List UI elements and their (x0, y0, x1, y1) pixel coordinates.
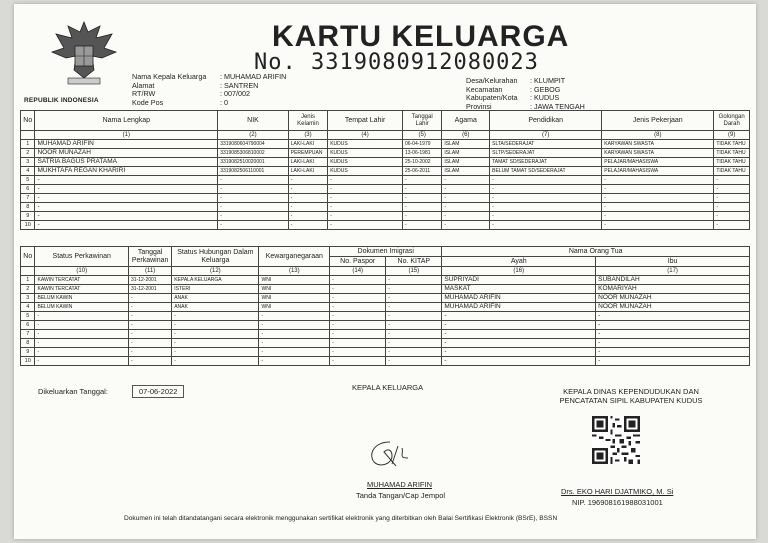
table-cell: - (596, 339, 750, 348)
family-card-document (14, 4, 756, 539)
sub-header: No. Paspor (330, 257, 386, 267)
table-cell: SATRIA BAGUS PRATAMA (35, 158, 218, 167)
table-cell: - (596, 312, 750, 321)
col-header: Pendidikan (490, 111, 602, 131)
table-cell: TIDAK TAHU (714, 149, 750, 158)
table-row (21, 185, 750, 194)
table-cell: MUHAMAD ARIFIN (442, 303, 596, 312)
row-number: 5 (21, 312, 35, 321)
table-cell: - (172, 312, 259, 321)
official-name: Drs. EKO HARI DJATMIKO, M. Si (561, 487, 674, 496)
table-cell: - (330, 303, 386, 312)
table-cell: 06-04-1979 (402, 140, 441, 149)
row-number: 3 (21, 294, 35, 303)
table-cell: - (602, 185, 714, 194)
header-right-fields (466, 77, 585, 111)
table-cell: - (259, 357, 330, 366)
signature-icon (362, 436, 412, 470)
table-cell: KUDUS (328, 149, 403, 158)
family-card-number (254, 50, 539, 75)
table-cell: - (172, 330, 259, 339)
table-cell: - (442, 339, 596, 348)
table-row (21, 158, 750, 167)
table-cell: - (714, 221, 750, 230)
column-number (21, 267, 35, 276)
column-number: (6) (442, 131, 490, 140)
issued-label: Dikeluarkan Tanggal: (38, 387, 108, 396)
row-number: 9 (21, 348, 35, 357)
table-cell: - (288, 194, 327, 203)
table-cell: 31-12-2001 (129, 285, 172, 294)
official-nip: NIP. 196908161988031001 (572, 498, 663, 507)
table-cell: - (259, 312, 330, 321)
table-cell: - (330, 321, 386, 330)
table-cell: - (596, 321, 750, 330)
field-value: : KUDUS (530, 93, 560, 103)
table-cell: WNI (259, 294, 330, 303)
table-cell: - (35, 330, 129, 339)
col-header: Tanggal Perkawinan (129, 247, 172, 267)
field-label: Kabupaten/Kota (466, 93, 518, 103)
table-cell: KUDUS (328, 167, 403, 176)
table-row (21, 149, 750, 158)
table-cell: WNI (259, 303, 330, 312)
row-number: 1 (21, 140, 35, 149)
table-cell: - (35, 321, 129, 330)
col-header: NIK (218, 111, 289, 131)
table-cell: SLTA/SEDERAJAT (490, 140, 602, 149)
table-cell: 31-12-2001 (129, 276, 172, 285)
table-cell: - (172, 339, 259, 348)
field-value: : GEBOG (530, 84, 561, 94)
table-cell: 3319082506110001 (218, 167, 289, 176)
table-cell: - (218, 212, 289, 221)
col-header: Nama Lengkap (35, 111, 218, 131)
col-header: Dokumen Imigrasi (330, 247, 442, 257)
table-cell: - (402, 176, 441, 185)
table-cell: - (402, 221, 441, 230)
table-cell: ANAK (172, 294, 259, 303)
table-row (21, 348, 750, 357)
column-number: (3) (288, 131, 327, 140)
table-cell: - (129, 294, 172, 303)
table-cell: NOOR MUNAZAH (35, 149, 218, 158)
field-label: Provinsi (466, 101, 492, 111)
table-row (21, 140, 750, 149)
table-cell: - (490, 194, 602, 203)
table-cell: - (218, 221, 289, 230)
row-number: 4 (21, 303, 35, 312)
table-cell: - (35, 357, 129, 366)
table-cell: - (328, 221, 403, 230)
table-cell: 3319080604790004 (218, 140, 289, 149)
table-cell: - (386, 303, 442, 312)
column-number: (13) (259, 267, 330, 276)
table-cell: - (442, 203, 490, 212)
table-cell: - (259, 339, 330, 348)
column-number: (2) (218, 131, 289, 140)
field-label: Kecamatan (466, 84, 503, 94)
col-header: Jenis Kelamin (288, 111, 327, 131)
field-label: RT/RW (132, 89, 156, 99)
table-cell: WNI (259, 285, 330, 294)
table-cell: - (259, 348, 330, 357)
col-header: Kewarganegaraan (259, 247, 330, 267)
table-cell: - (35, 339, 129, 348)
signature-caption: Tanda Tangan/Cap Jempol (356, 491, 446, 500)
table-row (21, 203, 750, 212)
table-cell: - (129, 321, 172, 330)
table-cell: - (442, 212, 490, 221)
table-cell: - (218, 194, 289, 203)
table-cell: NOOR MUNAZAH (596, 294, 750, 303)
row-number: 2 (21, 285, 35, 294)
table-cell: - (218, 185, 289, 194)
table-cell: - (288, 221, 327, 230)
table-cell: - (602, 212, 714, 221)
table-cell: - (490, 212, 602, 221)
table-cell: - (330, 285, 386, 294)
table-cell: NOOR MUNAZAH (596, 303, 750, 312)
table-cell: - (596, 330, 750, 339)
table-cell: - (490, 221, 602, 230)
table-cell: - (442, 348, 596, 357)
table-cell: LAKI-LAKI (288, 158, 327, 167)
table-cell: - (714, 176, 750, 185)
column-number: (4) (328, 131, 403, 140)
table-cell: - (490, 203, 602, 212)
country-label: REPUBLIK INDONESIA (24, 97, 99, 104)
header-left-fields (132, 73, 286, 107)
col-header: No (21, 247, 35, 267)
table-cell: ISLAM (442, 158, 490, 167)
column-number: (7) (490, 131, 602, 140)
table-cell: - (402, 212, 441, 221)
table-cell: - (386, 321, 442, 330)
table-cell: - (386, 294, 442, 303)
table-cell: - (330, 312, 386, 321)
table-cell: 13-06-1981 (402, 149, 441, 158)
field-value: : SANTREN (220, 80, 259, 90)
table-cell: - (328, 176, 403, 185)
table-cell: - (330, 294, 386, 303)
col-header: No (21, 111, 35, 131)
row-number: 6 (21, 185, 35, 194)
column-number: (15) (386, 267, 442, 276)
table-cell: ANAK (172, 303, 259, 312)
table-cell: - (602, 221, 714, 230)
number-value: 3319080912080023 (311, 50, 539, 75)
table-cell: - (35, 194, 218, 203)
table-cell: - (172, 321, 259, 330)
field-label: Kode Pos (132, 97, 164, 107)
table-cell: KUDUS (328, 158, 403, 167)
table-cell: KAWIN TERCATAT (35, 276, 129, 285)
table-row (21, 339, 750, 348)
column-number: (5) (402, 131, 441, 140)
field-value: : 0 (220, 97, 228, 107)
table-row (21, 276, 750, 285)
table-cell: 3319085306810002 (218, 149, 289, 158)
table-cell: - (596, 357, 750, 366)
table-cell: KARYAWAN SWASTA (602, 140, 714, 149)
table-row (21, 357, 750, 366)
table-cell: - (386, 339, 442, 348)
table-cell: TIDAK TAHU (714, 167, 750, 176)
field-value: : JAWA TENGAH (530, 101, 585, 111)
table-cell: - (386, 357, 442, 366)
table-cell: SUPRIYADI (442, 276, 596, 285)
table-cell: - (386, 330, 442, 339)
table-cell: - (386, 285, 442, 294)
table-cell: PELAJAR/MAHASISWA (602, 158, 714, 167)
table-cell: KOMARIYAH (596, 285, 750, 294)
table-cell: - (172, 357, 259, 366)
table-cell: ISLAM (442, 149, 490, 158)
table-cell: - (714, 203, 750, 212)
row-number: 4 (21, 167, 35, 176)
row-number: 1 (21, 276, 35, 285)
table-row (21, 330, 750, 339)
column-number: (10) (35, 267, 129, 276)
column-number: (17) (596, 267, 750, 276)
table-cell: - (129, 330, 172, 339)
table-row (21, 294, 750, 303)
table-cell: TIDAK TAHU (714, 140, 750, 149)
table-cell: - (129, 357, 172, 366)
document-title: KARTU KELUARGA (272, 20, 570, 53)
column-number: (1) (35, 131, 218, 140)
table-cell: - (35, 348, 129, 357)
column-number: (9) (714, 131, 750, 140)
row-number: 7 (21, 330, 35, 339)
column-number: (16) (442, 267, 596, 276)
table-cell: - (442, 321, 596, 330)
table-cell: - (288, 212, 327, 221)
family-status-table (20, 246, 750, 366)
table-cell: - (490, 185, 602, 194)
table-cell: MASKAT (442, 285, 596, 294)
row-number: 8 (21, 203, 35, 212)
table-cell: - (259, 330, 330, 339)
table-cell: - (402, 185, 441, 194)
qr-code-icon (592, 416, 640, 464)
table-cell: - (129, 312, 172, 321)
official-title (546, 387, 716, 405)
row-number: 2 (21, 149, 35, 158)
table-cell: - (490, 176, 602, 185)
table-cell: - (35, 312, 129, 321)
table-cell: - (714, 212, 750, 221)
col-header: Nama Orang Tua (442, 247, 750, 257)
table-cell: SLTP/SEDERAJAT (490, 149, 602, 158)
table-cell: - (35, 212, 218, 221)
row-number: 10 (21, 221, 35, 230)
row-number: 9 (21, 212, 35, 221)
table-cell: KEPALA KELUARGA (172, 276, 259, 285)
table-cell: - (602, 176, 714, 185)
table-cell: - (402, 203, 441, 212)
table-cell: - (442, 221, 490, 230)
issued-date-block (38, 387, 184, 396)
table-cell: 25-10-2002 (402, 158, 441, 167)
column-number: (12) (172, 267, 259, 276)
table-cell: - (442, 176, 490, 185)
table-cell: - (442, 194, 490, 203)
column-number: (14) (330, 267, 386, 276)
row-number: 8 (21, 339, 35, 348)
table-cell: - (386, 312, 442, 321)
field-value: : KLUMPIT (530, 76, 566, 85)
table-cell: - (218, 203, 289, 212)
col-header: Status Hubungan Dalam Keluarga (172, 247, 259, 267)
table-cell: PELAJAR/MAHASISWA (602, 167, 714, 176)
table-cell: - (35, 185, 218, 194)
table-cell: - (386, 276, 442, 285)
table-row (21, 221, 750, 230)
table-cell: 3319082510020001 (218, 158, 289, 167)
table-cell: - (172, 348, 259, 357)
table-cell: - (330, 339, 386, 348)
table-cell: ISLAM (442, 140, 490, 149)
table-cell: - (328, 185, 403, 194)
table-cell: LAKI-LAKI (288, 140, 327, 149)
table-cell: - (328, 212, 403, 221)
table-cell: BELUM KAWIN (35, 303, 129, 312)
table-cell: - (129, 303, 172, 312)
field-label: Desa/Kelurahan (466, 76, 518, 85)
table-cell: BELUM TAMAT SD/SEDERAJAT (490, 167, 602, 176)
col-header: Jenis Pekerjaan (602, 111, 714, 131)
field-value: : MUHAMAD ARIFIN (220, 72, 287, 81)
table-cell: - (402, 194, 441, 203)
table-cell: - (330, 357, 386, 366)
col-header: Tempat Lahir (328, 111, 403, 131)
column-number: (11) (129, 267, 172, 276)
table-cell: 25-06-2011 (402, 167, 441, 176)
table-row (21, 167, 750, 176)
sub-header: No. KITAP (386, 257, 442, 267)
table-cell: WNI (259, 276, 330, 285)
table-cell: - (442, 312, 596, 321)
table-cell: KARYAWAN SWASTA (602, 149, 714, 158)
sub-header: Ibu (596, 257, 750, 267)
table-cell: - (35, 221, 218, 230)
table-row (21, 312, 750, 321)
table-row (21, 321, 750, 330)
column-number: (8) (602, 131, 714, 140)
table-cell: - (328, 203, 403, 212)
table-cell: - (288, 203, 327, 212)
electronic-signature-note: Dokumen ini telah ditandatangani secara elektronik menggunakan sertifikat elektronik yang diterbitkan oleh Balai Sertifikasi Elektronik (BSrE), BSSN (124, 515, 558, 522)
issued-date: 07-06-2022 (132, 385, 184, 398)
col-header: Agama (442, 111, 490, 131)
table-cell: - (328, 194, 403, 203)
table-cell: - (330, 330, 386, 339)
field-value: : 007/002 (220, 89, 250, 99)
field-label: Nama Kepala Keluarga (132, 72, 207, 81)
sub-header: Ayah (442, 257, 596, 267)
row-number: 10 (21, 357, 35, 366)
table-cell: MUHAMAD ARIFIN (442, 294, 596, 303)
table-cell: - (129, 339, 172, 348)
table-cell: LAKI-LAKI (288, 167, 327, 176)
table-cell: ISLAM (442, 167, 490, 176)
row-number: 3 (21, 158, 35, 167)
table-cell: - (714, 185, 750, 194)
table-cell: - (442, 357, 596, 366)
table-cell: - (442, 330, 596, 339)
table-cell: TAMAT SD/SEDERAJAT (490, 158, 602, 167)
table-cell: - (442, 185, 490, 194)
garuda-emblem-icon (48, 18, 120, 88)
table-row (21, 176, 750, 185)
table-cell: ISTERI (172, 285, 259, 294)
table-row (21, 194, 750, 203)
table-cell: - (596, 348, 750, 357)
table-cell: KAWIN TERCATAT (35, 285, 129, 294)
table-row (21, 285, 750, 294)
table-row (21, 212, 750, 221)
row-number: 6 (21, 321, 35, 330)
head-of-family-name: MUHAMAD ARIFIN (367, 480, 433, 489)
table-cell: PEREMPUAN (288, 149, 327, 158)
row-number: 5 (21, 176, 35, 185)
table-cell: MUKHTAFA REGAN KHARIRI (35, 167, 218, 176)
family-members-table (20, 110, 750, 230)
col-header: Status Perkawinan (35, 247, 129, 267)
number-prefix: No. (254, 50, 297, 75)
col-header: Tanggal Lahir (402, 111, 441, 131)
table-cell: - (330, 348, 386, 357)
table-cell: TIDAK TAHU (714, 158, 750, 167)
head-of-family-title: KEPALA KELUARGA (352, 383, 424, 392)
table-cell: - (35, 176, 218, 185)
table-cell: SUBANDILAH (596, 276, 750, 285)
table-cell: - (330, 276, 386, 285)
table-row (21, 303, 750, 312)
table-cell: - (288, 176, 327, 185)
table-cell: BELUM KAWIN (35, 294, 129, 303)
official-title-line-2: PENCATATAN SIPIL KABUPATEN KUDUS (559, 396, 703, 405)
table-cell: - (35, 203, 218, 212)
table-cell: - (602, 203, 714, 212)
table-cell: - (259, 321, 330, 330)
col-header: Golongan Darah (714, 111, 750, 131)
field-label: Alamat (132, 80, 155, 90)
table-cell: KUDUS (328, 140, 403, 149)
table-cell: MUHAMAD ARIFIN (35, 140, 218, 149)
row-number: 7 (21, 194, 35, 203)
official-title-line-1: KEPALA DINAS KEPENDUDUKAN DAN (563, 387, 699, 396)
table-cell: - (129, 348, 172, 357)
table-cell: - (288, 185, 327, 194)
table-cell: - (386, 348, 442, 357)
table-cell: - (218, 176, 289, 185)
column-number (21, 131, 35, 140)
table-cell: - (602, 194, 714, 203)
table-cell: - (714, 194, 750, 203)
